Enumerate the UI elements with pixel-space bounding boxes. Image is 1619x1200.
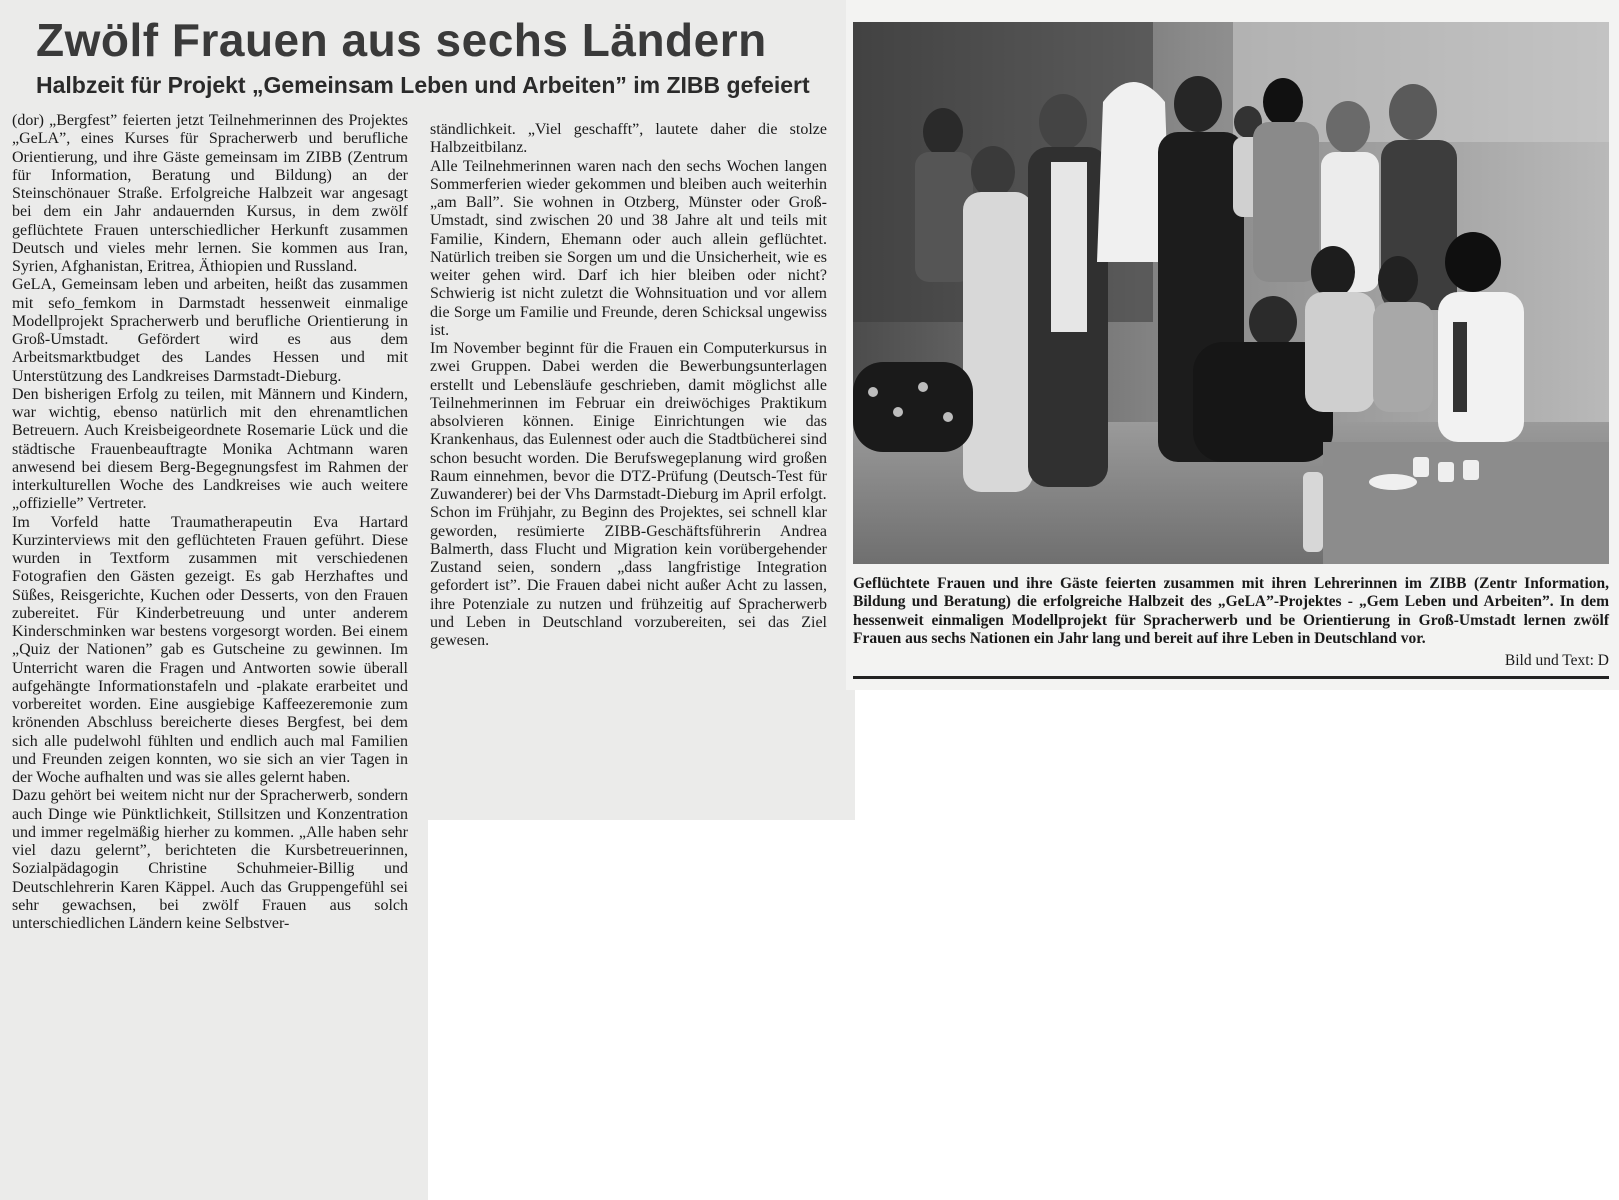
- article-column-2: [430, 121, 827, 811]
- paragraph: Dazu gehört bei weitem nicht nur der Spracherwerb, sondern auch Dinge wie Pünktlichkeit, Stillsitzen und Konzentration und immer regelmäßig hierher zu kommen. „Alle haben sehr viel dazu gelernt”, berichteten die Kursbetreuerinnen, Sozialpädagogin Christine Schuhmeier-Billig und Deutschlehrerin Karen Käppel. Auch das Gruppengefühl sei sehr gewachsen, bei zwölf Frauen aus solch unterschiedlichen Ländern keine Selbstver-: [12, 787, 408, 932]
- paragraph: GeLA, Gemeinsam leben und arbeiten, heißt das zusammen mit sefo_femkom in Darmstadt hessenweit einmalige Modellprojekt Spracherwerb und berufliche Orientierung in Groß-Umstadt. Gefördert wird es aus dem Arbeitsmarktbudget des Landes Hessen und mit Unterstützung des Landkreises Darmstadt-Dieburg.: [12, 276, 408, 385]
- subheadline: Halbzeit für Projekt „Gemeinsam Leben und Arbeiten” im ZIBB gefeiert: [36, 72, 810, 98]
- headline: Zwölf Frauen aus sechs Ländern: [36, 14, 767, 66]
- paragraph: (dor) „Bergfest” feierten jetzt Teilnehmerinnen des Projektes „GeLA”, eines Kurses für Spracherwerb und berufliche Orientierung, und ihre Gäste gemeinsam im ZIBB (Zentrum für Information, Beratung und Bildung) an der Steinschönauer Straße. Erfolgreiche Halbzeit war angesagt bei dem ein Jahr andauernden Kursus, in dem zwölf geflüchtete Frauen unterschiedlicher Herkunft zusammen Deutsch und vieles mehr lernen. Sie kommen aus Iran, Syrien, Afghanistan, Eritrea, Äthiopien und Russland.: [12, 112, 408, 275]
- paragraph: Alle Teilnehmerinnen waren nach den sechs Wochen langen Sommerferien wieder gekommen und bleiben auch weiterhin „am Ball”. Sie wohnen in Otzberg, Münster oder Groß-Umstadt, sind zwischen 20 und 38 Jahre alt und teils mit Familie, Kindern, Ehemann oder auch allein geflüchtet. Natürlich treiben sie Sorgen um und die Unsicherheit, wie es weiter gehen wird. Darf ich hier bleiben oder nicht? Schwierig ist nicht zuletzt die Wohnsituation und vor allem die Sorge um Familie und Freunde, deren Schicksal ungewiss ist.: [430, 157, 827, 339]
- paragraph: ständlichkeit. „Viel geschafft”, lautete daher die stolze Halbzeitbilanz.: [430, 121, 827, 157]
- paragraph: Im November beginnt für die Frauen ein Computerkursus in zwei Gruppen. Dabei werden die Bewerbungsunterlagen erstellt und Lebensläufe geschrieben, damit möglichst alle Teilnehmerinnen im Februar ein dreiwöchiges Praktikum absolvieren können. Einige Einrichtungen wie das Krankenhaus, das Eulennest oder auch die Stadtbücherei sind schon besucht worden. Die Berufswegeplanung wird großen Raum einnehmen, bevor die DTZ-Prüfung (Deutsch-Test für Zuwanderer) bei der Vhs Darmstadt-Dieburg im April erfolgt.: [430, 340, 827, 503]
- paragraph: Schon im Frühjahr, zu Beginn des Projektes, sei schnell klar geworden, resümierte ZIBB-Geschäftsführerin Andrea Balmerth, dass Flucht und Migration kein vorübergehender Zustand seien, sondern „dass langfristige Integration gefordert ist”. Die Frauen dabei nicht außer Acht zu lassen, ihre Potenziale zu nutzen und frühzeitig auf Spracherwerb und Leben in Deutschland vorzubereiten, sei das Ziel gewesen.: [430, 504, 827, 649]
- paragraph: Den bisherigen Erfolg zu teilen, mit Männern und Kindern, war wichtig, ebenso natürlich mit den ehrenamtlichen Betreuern. Auch Kreisbeigeordnete Rosemarie Lück und die städtische Frauenbeauftragte Monika Achtmann waren anwesend bei diesem Berg-Begegnungsfest im Rahmen der interkulturellen Woche des Landkreises wie auch weitere „offizielle” Vertreter.: [12, 385, 408, 513]
- group-photo: [853, 22, 1609, 564]
- photo-caption: Geflüchtete Frauen und ihre Gäste feierten zusammen mit ihren Lehrerinnen im ZIBB (Zentr Information, Bildung und Beratung) die erfolgreiche Halbzeit des „GeLA”-Projektes - „Gem Leben und Arbeiten”. In dem hessenweit einmaligen Modellprojekt für Spracherwerb und be Orientierung in Groß-Umstadt lernen zwölf Frauen aus sechs Nationen ein Jahr lang und bereit auf ihre Leben in Deutschland vor.: [853, 575, 1609, 648]
- caption-rule: [853, 676, 1609, 679]
- article-column-1: [12, 112, 408, 1198]
- paragraph: Im Vorfeld hatte Traumatherapeutin Eva Hartard Kurzinterviews mit den geflüchteten Frauen geführt. Diese wurden in Textform zusammen mit verschiedenen Fotografien den Gästen gezeigt. Es gab Herzhaftes und Süßes, Reisgerichte, Kuchen oder Desserts, von den Frauen zubereitet. Für Kinderbetreuung und unter anderem Kinderschminken war bestens vorgesorgt worden. Bei einem „Quiz der Nationen” gab es Gutscheine zu gewinnen. Im Unterricht waren die Fragen und Antworten sowie überall aufgehängte Informationstafeln und -plakate erarbeitet und vorbereitet worden. Eine ausgiebige Kaffeezeremonie zum krönenden Abschluss bereicherte dieses Bergfest, bei dem sich alle pudelwohl fühlten und endlich auch mal Familien und Freunden zeigen konnten, wo sie sich an vier Tagen in der Woche aufhalten und was sie alles gelernt haben.: [12, 513, 408, 786]
- photo-credit: Bild und Text: D: [1504, 652, 1609, 669]
